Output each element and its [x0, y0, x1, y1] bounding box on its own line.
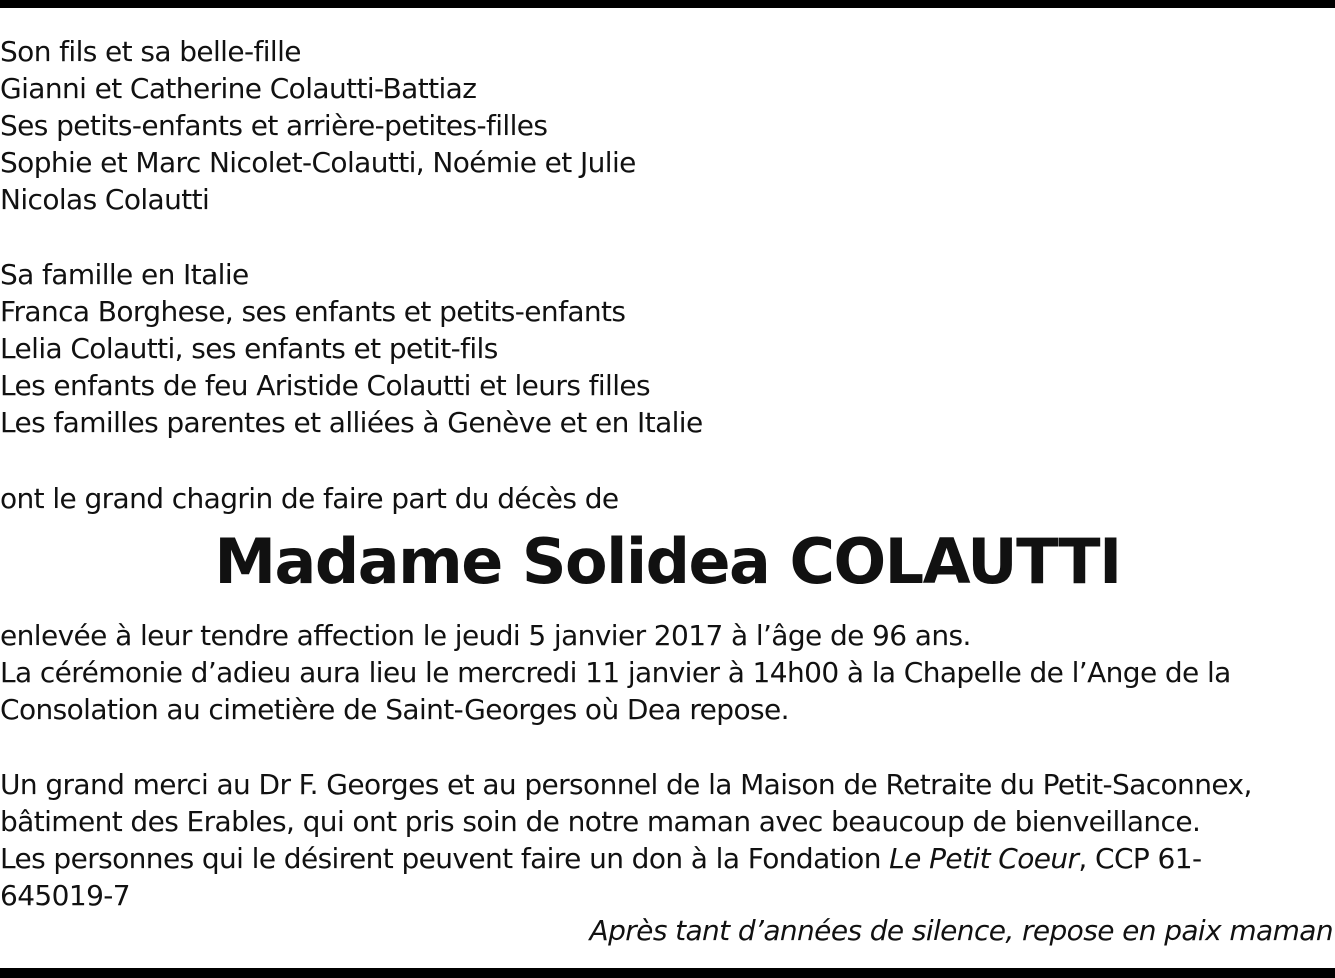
thanks-line: bâtiment des Erables, qui ont pris soin de notre maman avec beaucoup de bienveillance.	[0, 805, 1201, 838]
family-line: Ses petits-enfants et arrière-petites-filles	[0, 109, 548, 142]
family-line: Les enfants de feu Aristide Colautti et leurs filles	[0, 369, 651, 402]
family-line: Gianni et Catherine Colautti-Battiaz	[0, 72, 477, 105]
family-line: Sa famille en Italie	[0, 258, 249, 291]
donation-line	[0, 840, 1335, 877]
family-line: Sophie et Marc Nicolet-Colautti, Noémie et Julie	[0, 146, 636, 179]
family-line: Son fils et sa belle-fille	[0, 35, 301, 68]
family-line: Franca Borghese, ses enfants et petits-enfants	[0, 295, 626, 328]
ceremony-line: enlevée à leur tendre affection le jeudi 5 janvier 2017 à l’âge de 96 ans.	[0, 619, 971, 652]
announcement-text: ont le grand chagrin de faire part du décès de	[0, 482, 619, 515]
family-line: Nicolas Colautti	[0, 183, 210, 216]
immediate-family-block	[0, 33, 1335, 218]
italy-family-block	[0, 256, 1335, 441]
thanks-line: Un grand merci au Dr F. Georges et au personnel de la Maison de Retraite du Petit-Saconnex,	[0, 768, 1252, 801]
foundation-name: Le Petit Coeur	[889, 842, 1079, 875]
donation-account-continuation: 645019-7	[0, 879, 131, 912]
top-rule	[0, 0, 1335, 8]
ceremony-line: Consolation au cimetière de Saint-Georges où Dea repose.	[0, 693, 789, 726]
epitaph-text: Après tant d’années de silence, repose en paix maman	[589, 914, 1333, 947]
donation-text: Les personnes qui le désirent peuvent faire un don à la Fondation	[0, 842, 881, 875]
ceremony-line: La cérémonie d’adieu aura lieu le mercredi 11 janvier à 14h00 à la Chapelle de l’Ange de la	[0, 656, 1231, 689]
ceremony-block	[0, 617, 1335, 728]
donation-account: , CCP 61-	[1078, 842, 1202, 875]
family-line: Les familles parentes et alliées à Genève et en Italie	[0, 406, 703, 439]
bottom-rule	[0, 968, 1335, 978]
thanks-block	[0, 766, 1335, 914]
deceased-name-heading: Madame Solidea COLAUTTI	[214, 525, 1121, 598]
family-line: Lelia Colautti, ses enfants et petit-fils	[0, 332, 498, 365]
